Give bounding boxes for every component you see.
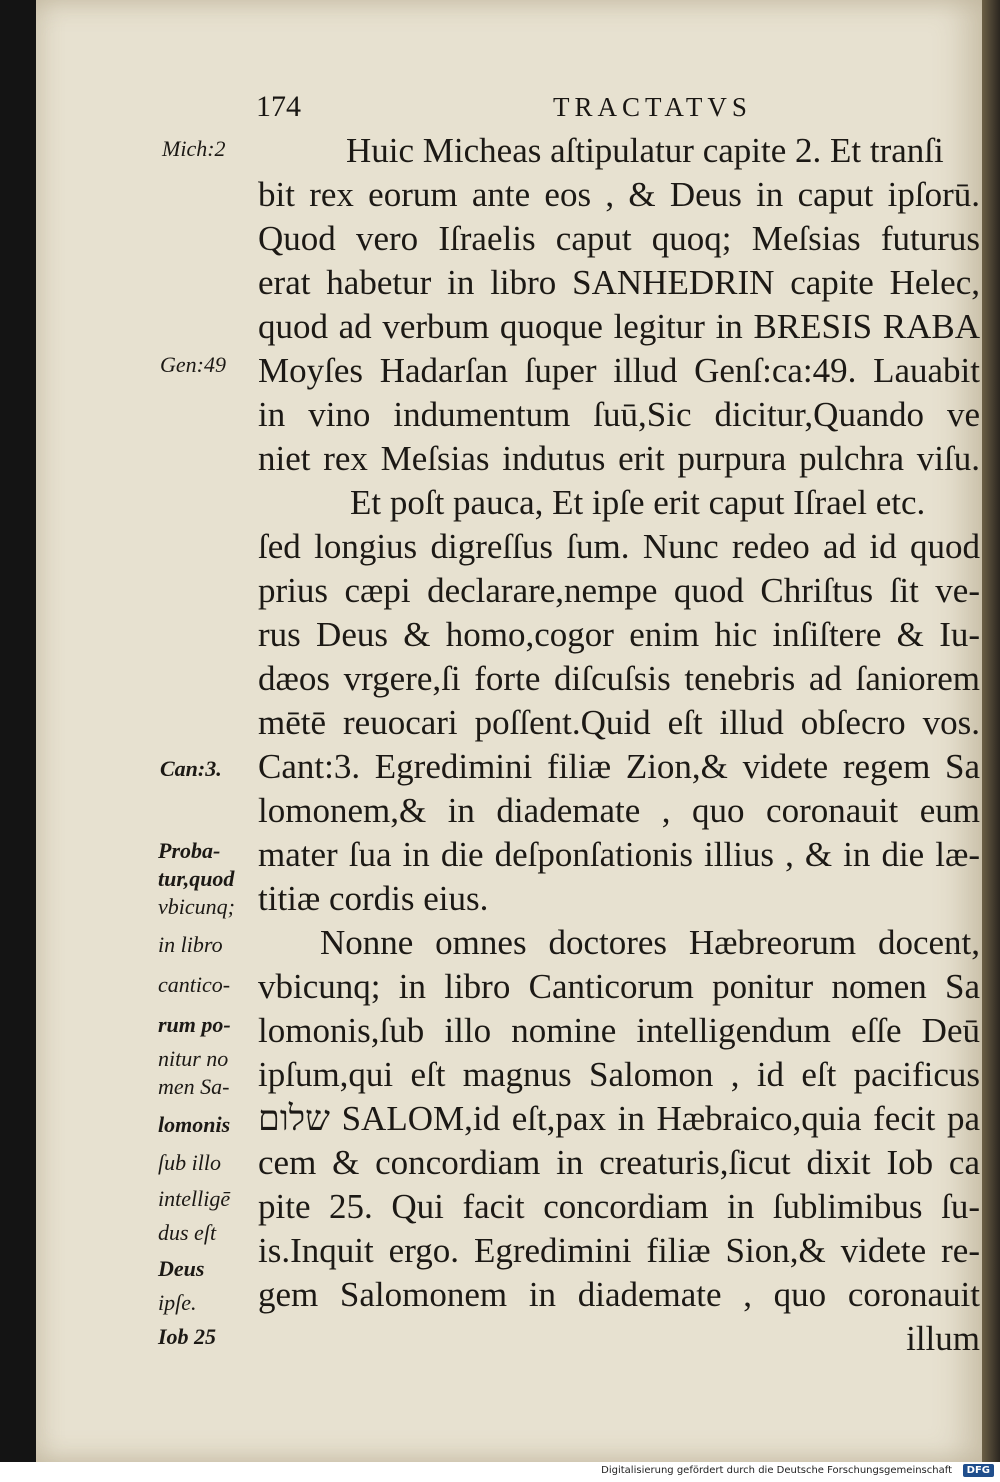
footer-credit: Digitalisierung gefördert durch die Deutsche Forschungsgemeinschaft [601, 1465, 952, 1476]
text-line: titiæ cordis eius. [258, 879, 489, 918]
margin-note: tur,quod [158, 866, 235, 891]
margin-note: ipſe. [158, 1290, 197, 1315]
margin-note: Proba- [158, 838, 221, 863]
text-line: mētē reuocari poſſent.Quid eſt illud obſecro vos. [258, 703, 980, 742]
text-line: pite 25. Qui facit concordiam in ſublimibus ſu- [258, 1187, 980, 1226]
margin-note: dus eſt [158, 1220, 217, 1245]
text-line: niet rex Meſsias indutus erit purpura pulchra viſu. [258, 439, 980, 478]
page-number: 174 [256, 90, 301, 123]
margin-note: rum po- [158, 1012, 231, 1037]
margin-note: Iob 25 [158, 1324, 217, 1349]
text-line: Cant:3. Egredimini filiæ Zion,& videte regem Sa [258, 747, 980, 786]
running-head: TRACTATVS [553, 92, 752, 122]
text-line: Quod vero Iſraelis caput quoq; Meſsias futurus [258, 219, 980, 258]
footer-bar [0, 1462, 1000, 1482]
text-line: ipſum,qui eſt magnus Salomon , id eſt pacificus [258, 1055, 980, 1094]
margin-note: Deus [158, 1256, 205, 1281]
text-line: gem Salomonem in diademate , quo coronauit [258, 1275, 980, 1314]
margin-note: ſub illo [158, 1150, 221, 1175]
margin-note: lomonis [158, 1112, 231, 1137]
text-line: Nonne omnes doctores Hæbreorum docent, [320, 923, 980, 962]
text-line: rus Deus & homo,cogor enim hic inſiſtere & Iu- [258, 615, 980, 654]
text-line: Huic Micheas aſtipulatur capite 2. Et tranſi [346, 131, 944, 170]
margin-note: Gen:49 [160, 352, 226, 377]
margin-note: Can:3. [160, 756, 222, 781]
text-line: vbicunq; in libro Canticorum ponitur nomen Sa [258, 967, 980, 1006]
margin-note: in libro [158, 932, 223, 957]
text-line: erat habetur in libro SANHEDRIN capite Helec, [258, 263, 980, 302]
margin-note: men Sa- [158, 1074, 230, 1099]
text-line: ſed longius digreſſus ſum. Nunc redeo ad id quod [258, 527, 980, 566]
margin-note: cantico- [158, 972, 231, 997]
text-line: cem & concordiam in creaturis,ſicut dixit Iob ca [258, 1143, 980, 1182]
margin-note: nitur no [158, 1046, 229, 1071]
page-edge-shadow [982, 0, 1000, 1462]
text-line: Et poſt pauca, Et ipſe erit caput Iſrael etc. [350, 483, 926, 522]
text-line: mater ſua in die deſponſationis illius , & in die læ- [258, 835, 980, 874]
margin-note: vbicunq; [158, 894, 235, 919]
dfg-logo: DFG [963, 1464, 994, 1477]
text-line: prius cæpi declarare,nempe quod Chriſtus ſit ve- [258, 571, 980, 610]
text-line: dæos vrgere,ſi forte diſcuſsis tenebris ad ſaniorem [258, 659, 980, 698]
text-line: Moyſes Hadarſan ſuper illud Genſ:ca:49. Lauabit [258, 351, 980, 390]
text-line: bit rex eorum ante eos , & Deus in caput ipſorū. [258, 175, 980, 214]
text-line: quod ad verbum quoque legitur in BRESIS RABA [258, 307, 980, 346]
text-line: lomonem,& in diademate , quo coronauit eum [258, 791, 980, 830]
text-line: lomonis,ſub illo nomine intelligendum eſſe Deū [258, 1011, 980, 1050]
margin-note: Mich:2 [162, 136, 226, 161]
text-line: is.Inquit ergo. Egredimini filiæ Sion,& videte re- [258, 1231, 980, 1270]
margin-note: intelligē [158, 1186, 231, 1211]
text-line: in vino indumentum ſuū,Sic dicitur,Quando ve [258, 395, 980, 434]
text-line: שלום SALOM,id eſt,pax in Hæbraico,quia fecit pa [258, 1099, 980, 1138]
text-line: illum [906, 1319, 980, 1358]
